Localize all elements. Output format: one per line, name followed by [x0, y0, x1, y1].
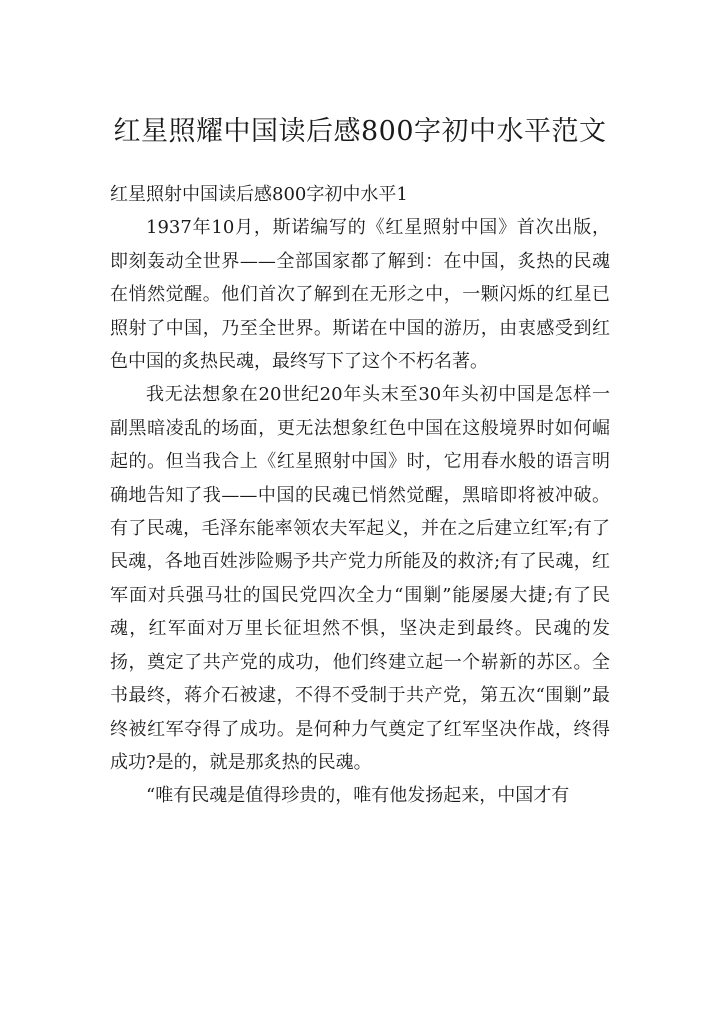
paragraph-3: “唯有民魂是值得珍贵的，唯有他发扬起来，中国才有: [146, 785, 570, 807]
document-body: [110, 178, 610, 813]
document-title: 红星照耀中国读后感800字初中水平范文: [113, 116, 607, 147]
paragraph-1: 1937年10月，斯诺编写的《红星照射中国》首次出版，即刻轰动全世界——全部国家都了解到：在中国，炙热的民魂在悄然觉醒。他们首次了解到在无形之中，一颗闪烁的红星已照射了中国，乃至全世界。斯诺在中国的游历，由衷感受到红色中国的炙热民魂，最终写下了这个不朽名著。: [110, 217, 610, 373]
section-subtitle: 红星照射中国读后感800字初中水平1: [110, 184, 408, 205]
paragraph-2: 我无法想象在20世纪20年头末至30年头初中国是怎样一副黑暗凌乱的场面，更无法想象红色中国在这般境界时如何崛起的。但当我合上《红星照射中国》时，它用春水般的语言明确地告知了我——中国的民魂已悄然觉醒，黑暗即将被冲破。有了民魂，毛泽东能率领农夫军起义，并在之后建立红军;有了民魂，各地百姓涉险赐予共产党力所能及的救济;有了民魂，红军面对兵强马壮的国民党四次全力“围剿”能屡屡大捷;有了民魂，红军面对万里长征坦然不惧，坚决走到最终。民魂的发扬，奠定了共产党的成功，他们终建立起一个崭新的苏区。全书最终，蒋介石被逮，不得不受制于共产党，第五次“围剿”最终被红军夺得了成功。是何种力气奠定了红军坚决作战，终得成功?是的，就是那炙热的民魂。: [110, 384, 610, 773]
